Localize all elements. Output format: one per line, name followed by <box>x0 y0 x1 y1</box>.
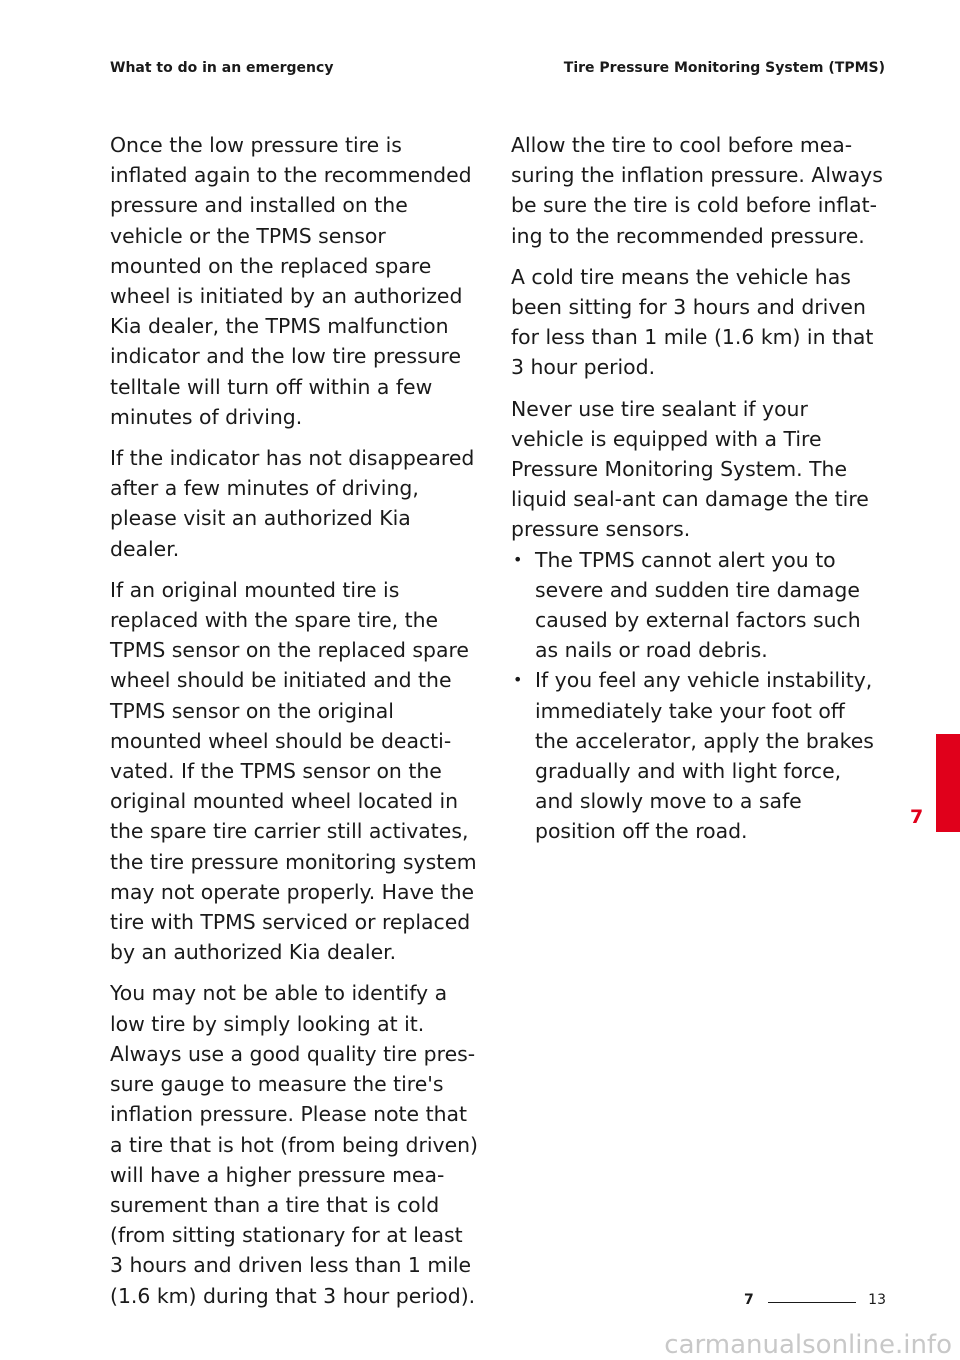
chapter-tab <box>936 734 960 832</box>
bullet-icon: • <box>513 549 523 569</box>
paragraph: If the indicator has not disappeared after a few minutes of driving, please visit an authorized Kia dealer. <box>110 446 475 561</box>
paragraph: A cold tire means the vehicle has been sitting for 3 hours and driven for less than 1 mile (1.6 km) in that 3 hour period. <box>511 264 874 380</box>
right-column <box>511 130 883 847</box>
list-item <box>511 545 883 666</box>
chapter-number: 7 <box>910 806 924 828</box>
bullet-list <box>511 545 883 847</box>
page-number: 13 <box>868 1292 886 1308</box>
watermark: carmanualsonline.info <box>664 1330 952 1360</box>
paragraph: Once the low pressure tire is inflated again to the recommended pressure and installed on the vehicle or the TPMS sensor mounted on the replaced spare wheel is initiated by an authorized Kia dealer, the TPMS malfunction indicator and the low tire pressure telltale will turn off within a few minutes of driving. <box>110 133 472 429</box>
paragraph: You may not be able to identify a low tire by simply looking at it. Always use a good quality tire pres-sure gauge to measure the tire's inflation pressure. Please note that a tire that is hot (from being driven) will have a higher pressure mea-surement than a tire that is cold (from sitting stationary for at least 3 hours and driven less than 1 mile (1.6 km) during that 3 hour period). <box>110 981 479 1308</box>
paragraph: If an original mounted tire is replaced with the spare tire, the TPMS sensor on the replaced spare wheel should be initiated and the TPMS sensor on the original mounted wheel should be deacti-vated. If the TPMS sensor on the original mounted wheel located in the spare tire carrier still activates, the tire pressure monitoring system may not operate properly. Have the tire with TPMS serviced or replaced by an authorized Kia dealer. <box>110 577 477 965</box>
topic-title: Tire Pressure Monitoring System (TPMS) <box>563 60 885 76</box>
list-item-text: If you feel any vehicle instability, immediately take your foot off the accelerator, apply the brakes gradually and with light force, and slowly move to a safe position off the road. <box>535 668 874 844</box>
left-column <box>110 130 482 1322</box>
paragraph: Allow the tire to cool before mea-suring the inflation pressure. Always be sure the tire is cold before inflat-ing to the recommended pressure. <box>511 133 883 248</box>
list-item <box>511 665 883 846</box>
section-title: What to do in an emergency <box>110 60 334 76</box>
bullet-icon: • <box>513 670 523 690</box>
page-footer <box>738 1292 886 1314</box>
paragraph: Never use tire sealant if your vehicle is equipped with a Tire Pressure Monitoring System. The liquid seal-ant can damage the tire pressure sensors. <box>511 396 869 542</box>
footer-chapter: 7 <box>744 1292 754 1308</box>
footer-divider <box>768 1302 856 1303</box>
running-header <box>110 60 885 84</box>
list-item-text: The TPMS cannot alert you to severe and sudden tire damage caused by external factors such as nails or road debris. <box>535 547 861 663</box>
